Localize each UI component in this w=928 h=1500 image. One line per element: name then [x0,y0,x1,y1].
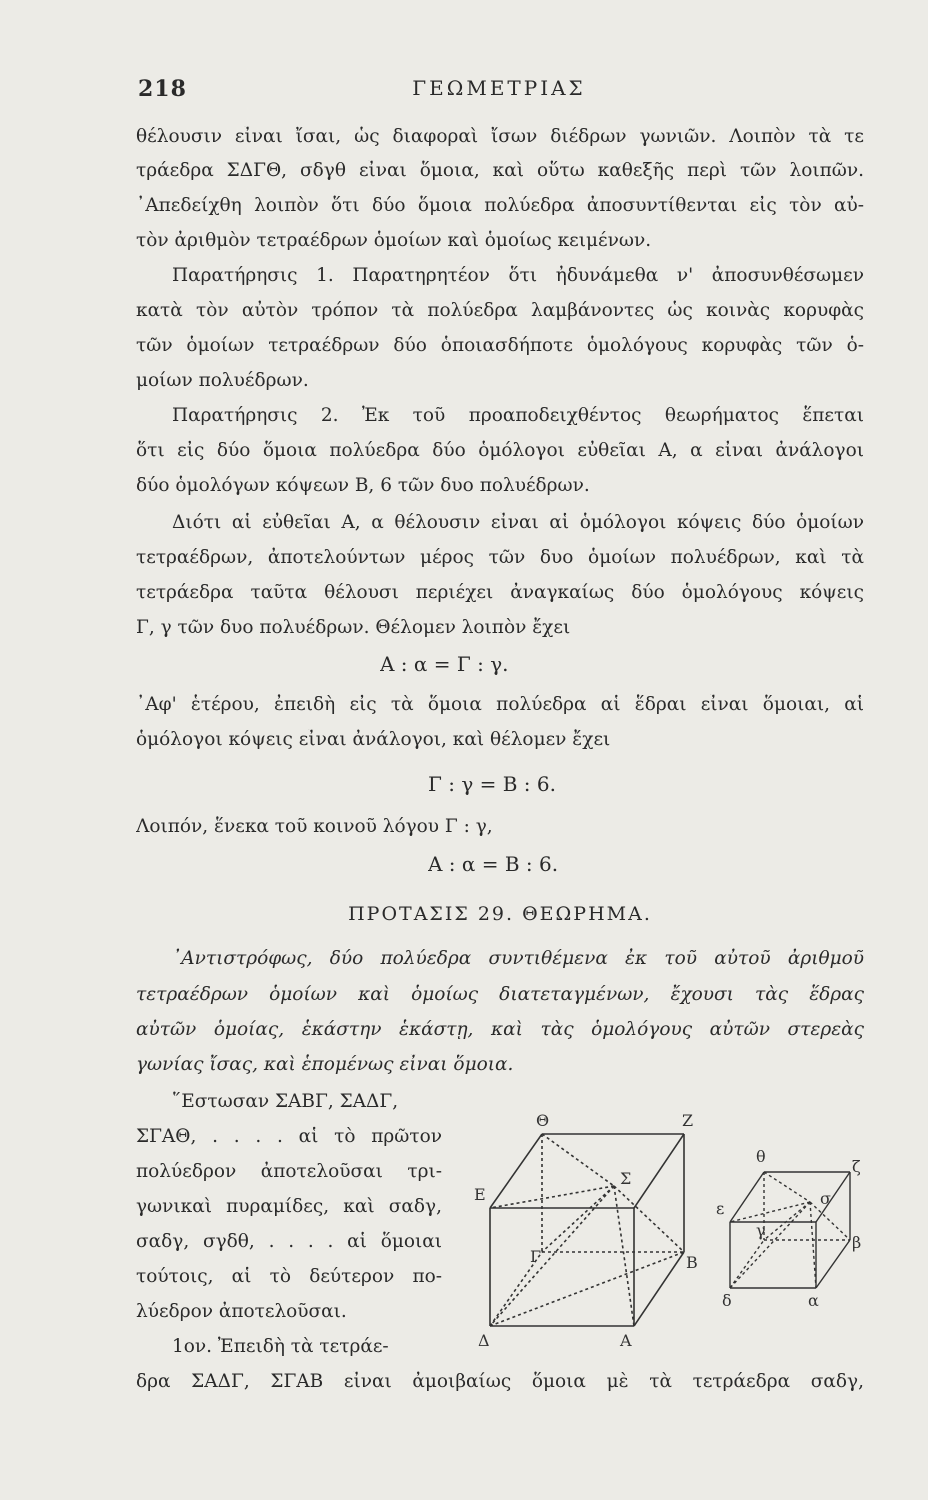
label-delta-large: Δ [478,1331,490,1350]
label-sigma-small: σ [820,1189,831,1208]
label-gamma-large: Γ [530,1247,542,1266]
label-beta-large: Β [686,1253,698,1272]
label-epsilon-large: Ε [474,1185,486,1204]
text-line: δύο ὁμολόγων κόψεων Β, 6 τῶν δυο πολυέδρων. [136,475,590,496]
theorem-line: ᾿Αντιστρόφως, δύο πολύεδρα συντιθέμενα ἐκ τοῦ αὐτοῦ ἀριθμοῦ [172,948,864,969]
text-line: ὅτι εἰς δύο ὅμοια πολύεδρα δύο ὁμόλογοι εὐθεῖαι Α, α εἶναι ἀνάλογοι [136,440,864,461]
theorem-line: γωνίας ἴσας, καὶ ἑπομένως εἶναι ὅμοια. [136,1054,514,1075]
text-line: ΣΓΑΘ, . . . . αἱ τὸ πρῶτον [136,1126,442,1147]
text-line: τετραέδρων, ἀποτελούντων μέρος τῶν δυο ὁμοίων πολυέδρων, καὶ τὰ [136,547,864,568]
text-line: μοίων πολυέδρων. [136,370,309,391]
text-line: σαδγ, σγδθ, . . . . αἱ ὅμοιαι [136,1231,442,1252]
equation-2: Γ : γ = Β : 6. [428,772,556,796]
page-header [132,76,866,106]
label-sigma-large: Σ [620,1169,632,1188]
label-theta-large: Θ [536,1111,550,1130]
text-line: Γ, γ τῶν δυο πολυέδρων. Θέλομεν λοιπὸν ἔχει [136,617,571,638]
label-beta-small: β [852,1233,862,1252]
text-line: ὁμόλογοι κόψεις εἶναι ἀνάλογοι, καὶ θέλομεν ἔχει [136,729,611,750]
label-alpha-small: α [808,1291,819,1310]
text-line: Διότι αἱ εὐθεῖαι Α, α θέλουσιν εἶναι αἱ ὁμόλογοι κόψεις δύο ὁμοίων [172,512,864,533]
label-zeta-large: Ζ [682,1111,694,1130]
text-line: τούτοις, αἱ τὸ δεύτερον πο- [136,1266,442,1287]
label-epsilon-small: ε [716,1199,725,1218]
theorem-line: τετραέδρων ὁμοίων καὶ ὁμοίως διατεταγμένων, ἔχουσι τὰς ἕδρας [136,984,864,1005]
text-line: τῶν ὁμοίων τετραέδρων δύο ὁποιασδήποτε ὁμολόγους κορυφὰς τῶν ὁ- [136,335,864,356]
text-line: ῞Εστωσαν ΣΑΒΓ, ΣΑΔΓ, [172,1091,399,1112]
proposition-heading: ΠΡΟΤΑΣΙΣ 29. ΘΕΩΡΗΜΑ. [348,903,652,925]
text-line: ᾿Αφ' ἑτέρου, ἐπειδὴ εἰς τὰ ὅμοια πολύεδρα αἱ ἕδραι εἶναι ὅμοιαι, αἱ [136,694,864,715]
text-line: γωνικαὶ πυραμίδες, καὶ σαδγ, [136,1196,442,1217]
page-number: 218 [138,76,187,102]
theorem-line: αὐτῶν ὁμοίας, ἑκάστην ἑκάστῃ, καὶ τὰς ὁμολόγους αὐτῶν στερεὰς [136,1019,864,1040]
small-polyhedron [730,1172,850,1288]
label-delta-small: δ [722,1291,732,1310]
text-line: τετράεδρα ταῦτα θέλουσι περιέχει ἀναγκαίως δύο ὁμολόγους κόψεις [136,582,864,603]
equation-1: Α : α = Γ : γ. [380,652,509,676]
text-line: πολύεδρον ἀποτελοῦσαι τρι- [136,1161,442,1182]
text-line: λύεδρον ἀποτελοῦσαι. [136,1301,347,1322]
text-line: ᾿Απεδείχθη λοιπὸν ὅτι δύο ὅμοια πολύεδρα ἀποσυντίθενται εἰς τὸν αὐ- [136,195,864,216]
text-line: 1ον. Ἐπειδὴ τὰ τετράε- [172,1336,389,1357]
large-polyhedron [490,1134,684,1326]
text-line: τὸν ἀριθμὸν τετραέδρων ὁμοίων καὶ ὁμοίως κειμένων. [136,230,652,251]
label-alpha-large: Α [620,1331,632,1350]
label-gamma-small: γ [756,1221,766,1240]
label-zeta-small: ζ [852,1157,861,1176]
running-title: ΓΕΩΜΕΤΡΙΑΣ [412,76,586,100]
remark-2-line: Παρατήρησις 2. Ἐκ τοῦ προαποδειχθέντος θεωρήματος ἕπεται [172,405,864,426]
label-theta-small: θ [756,1147,766,1166]
remark-1-line: Παρατήρησις 1. Παρατηρητέον ὅτι ἠδυνάμεθα ν' ἀποσυνθέσωμεν [172,265,864,286]
text-line: κατὰ τὸν αὐτὸν τρόπον τὰ πολύεδρα λαμβάνοντες ὡς κοινὰς κορυφὰς [136,300,864,321]
equation-3: Α : α = Β : 6. [428,852,559,876]
text-line: θέλουσιν εἶναι ἴσαι, ὡς διαφοραὶ ἴσων διέδρων γωνιῶν. Λοιπὸν τὰ τε [136,126,864,147]
text-line: δρα ΣΑΔΓ, ΣΓΑΒ εἶναι ἀμοιβαίως ὅμοια μὲ τὰ τετράεδρα σαδγ, [136,1371,864,1392]
text-line: Λοιπόν, ἕνεκα τοῦ κοινοῦ λόγου Γ : γ, [136,816,493,837]
polyhedra-figure [460,1110,880,1350]
text-line: τράεδρα ΣΔΓΘ, σδγθ εἶναι ὅμοια, καὶ οὕτω καθεξῆς περὶ τῶν λοιπῶν. [136,160,864,181]
